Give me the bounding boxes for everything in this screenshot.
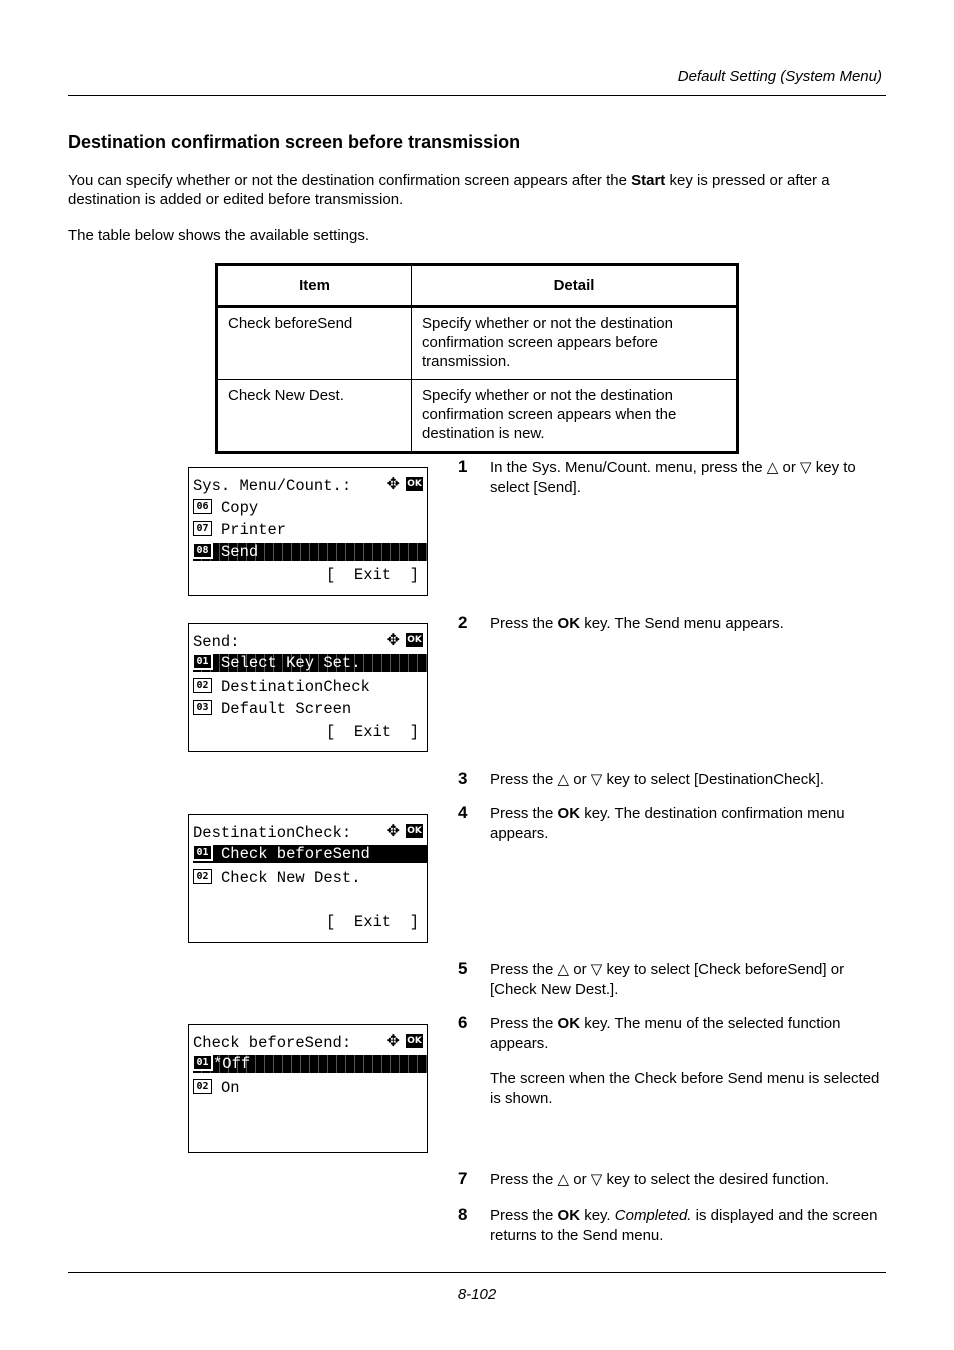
step-text: Press the OK key. Completed. is displayed and the screen returns to the Send menu. (490, 1207, 878, 1244)
lcd-menu-item: 02 Check New Dest. (193, 869, 426, 887)
ok-key-icon: OK (407, 479, 422, 489)
step-number: 2 (458, 613, 468, 632)
item-number-badge: 01 (193, 845, 212, 860)
lcd-menu-item-selected: 01 Select Key Set. (193, 654, 427, 672)
lcd-screen-send (188, 623, 428, 752)
lcd-exit-label: [ Exit ] (325, 723, 419, 741)
column-header-detail: Detail (412, 265, 738, 307)
four-way-arrow-icon: ✥ (386, 1031, 400, 1050)
step-text: Press the OK key. The menu of the selected function appears. (490, 1015, 841, 1052)
lcd-screen-sys-menu (188, 467, 428, 596)
lcd-title: Sys. Menu/Count.: (193, 477, 352, 495)
table-cell-detail: Specify whether or not the destination confirmation screen appears before transmission. (412, 307, 738, 380)
running-header: Default Setting (System Menu) (677, 68, 882, 85)
four-way-arrow-icon: ✥ (386, 474, 400, 493)
lcd-menu-item: 02 On (193, 1079, 426, 1097)
column-header-item: Item (217, 265, 412, 307)
four-way-arrow-icon: ✥ (386, 630, 400, 649)
step-text: Press the OK key. The destination confirmation menu appears. (490, 805, 845, 842)
item-number-badge: 02 (193, 678, 212, 693)
settings-table (215, 263, 739, 454)
lcd-title: Send: (193, 633, 240, 651)
ok-key-icon: OK (407, 635, 422, 645)
item-number-badge: 01 (193, 654, 212, 669)
item-number-badge: 02 (193, 869, 212, 884)
lcd-title: Check beforeSend: (193, 1034, 352, 1052)
lcd-menu-item: 06 Copy (193, 499, 426, 517)
step-text: In the Sys. Menu/Count. menu, press the △ or ▽ key to select [Send]. (490, 459, 856, 496)
lcd-title: DestinationCheck: (193, 824, 352, 842)
item-number-badge: 07 (193, 521, 212, 536)
table-header-row (217, 265, 738, 307)
lcd-icons (387, 476, 423, 492)
lcd-exit-label: [ Exit ] (325, 566, 419, 584)
step-number: 6 (458, 1013, 468, 1032)
lcd-menu-item-selected: 01 *Off (193, 1055, 427, 1073)
item-number-badge: 03 (193, 700, 212, 715)
table-intro: The table below shows the available settings. (68, 227, 370, 244)
lcd-icons (387, 823, 423, 839)
step-number: 4 (458, 803, 468, 822)
lcd-screen-check-before-send (188, 1024, 428, 1153)
lcd-menu-item: 03 Default Screen (193, 700, 426, 718)
step-number: 5 (458, 959, 468, 978)
step-number: 8 (458, 1205, 468, 1224)
lcd-screen-destination-check (188, 814, 428, 943)
item-number-badge: 01 (193, 1055, 212, 1070)
lcd-menu-item: 02 DestinationCheck (193, 678, 426, 696)
intro-paragraph: You can specify whether or not the destination confirmation screen appears after the Start key is pressed or after a destination is added or edited before transmission. (68, 172, 830, 208)
table-cell-item: Check beforeSend (217, 307, 412, 380)
lcd-menu-item: 07 Printer (193, 521, 426, 539)
item-number-badge: 02 (193, 1079, 212, 1094)
table-row (217, 307, 738, 380)
step-number: 3 (458, 769, 468, 788)
step-text: Press the △ or ▽ key to select [DestinationCheck]. (490, 771, 825, 788)
item-number-badge: 08 (193, 543, 212, 558)
lcd-exit-label: [ Exit ] (325, 913, 419, 931)
lcd-icons (387, 1033, 423, 1049)
step-text: Press the OK key. The Send menu appears. (490, 615, 784, 632)
table-cell-item: Check New Dest. (217, 380, 412, 453)
step-number: 7 (458, 1169, 468, 1188)
ok-key-icon: OK (407, 1036, 422, 1046)
lcd-menu-item-selected: 01 Check beforeSend (193, 845, 427, 863)
page-number: 8-102 (457, 1286, 497, 1303)
step-text: Press the △ or ▽ key to select [Check beforeSend] or [Check New Dest.]. (490, 961, 845, 998)
header-rule (68, 95, 886, 96)
item-number-badge: 06 (193, 499, 212, 514)
ok-key-icon: OK (407, 826, 422, 836)
step-text: Press the △ or ▽ key to select the desired function. (490, 1171, 830, 1188)
four-way-arrow-icon: ✥ (386, 821, 400, 840)
table-cell-detail: Specify whether or not the destination confirmation screen appears when the destination is new. (412, 380, 738, 453)
lcd-menu-item-selected: 08 Send (193, 543, 427, 561)
lcd-icons (387, 632, 423, 648)
step-note: The screen when the Check before Send menu is selected is shown. (490, 1070, 880, 1107)
section-title: Destination confirmation screen before transmission (68, 132, 521, 152)
step-number: 1 (458, 457, 468, 476)
footer-rule (68, 1272, 886, 1273)
start-key-label: Start (631, 172, 666, 189)
table-row (217, 380, 738, 453)
